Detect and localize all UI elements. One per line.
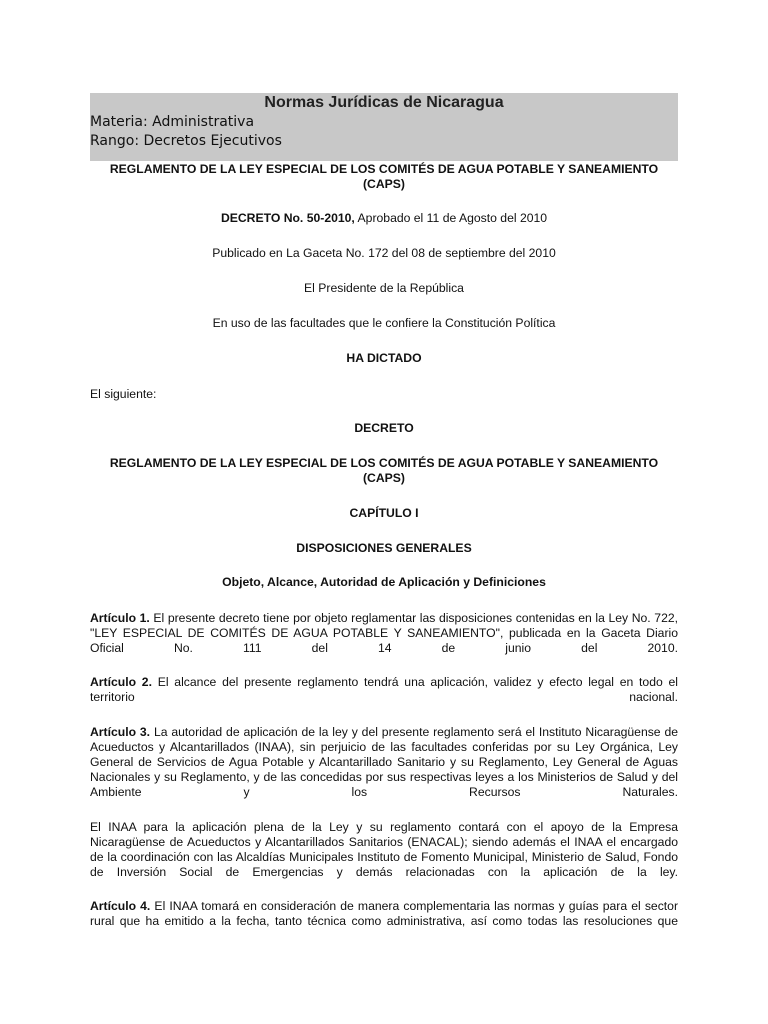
decreto-heading: DECRETO [354, 421, 414, 435]
header-title: Normas Jurídicas de Nicaragua [264, 94, 504, 111]
document-title-caps: (CAPS) [363, 177, 405, 191]
facultades-line: En uso de las facultades que le confiere la Constitución Política [212, 316, 556, 330]
articulo-3-label: Artículo 3. [90, 725, 151, 739]
articulo-4 [90, 899, 678, 929]
decreto-number: DECRETO No. 50-2010, [220, 211, 355, 225]
siguiente-line: El siguiente: [90, 387, 157, 401]
ha-dictado-heading: HA DICTADO [346, 351, 422, 365]
articulo-1-label: Artículo 1. [90, 611, 150, 625]
capitulo-heading: CAPÍTULO I [349, 506, 419, 520]
objeto-heading: Objeto, Alcance, Autoridad de Aplicación y Definiciones [222, 575, 546, 589]
articulo-2 [90, 675, 678, 705]
articulo-3-text: La autoridad de aplicación de la ley y del presente reglamento será el Instituto Nicaragüense de Acueductos y Alcantarillados (INAA), sin perjuicio de las facultades conferidas por su Ley Orgánica, Ley General de Servicios de Agua Potable y Alcantarillado Sanitario y su Reglamento, Ley General de Aguas Nacionales y su Reglamento, y de las concedidas por sus respectivas leyes a los Ministerios de Salud y del Ambiente y los Recursos Naturales. [90, 725, 679, 799]
reglamento-title: REGLAMENTO DE LA LEY ESPECIAL DE LOS COMITÉS DE AGUA POTABLE Y SANEAMIENTO [109, 456, 659, 470]
articulo-4-label: Artículo 4. [90, 899, 151, 913]
header-banner [90, 93, 678, 161]
presidente-line: El Presidente de la República [304, 281, 464, 295]
decreto-approved: Aprobado el 11 de Agosto del 2010 [354, 211, 548, 225]
document-title: REGLAMENTO DE LA LEY ESPECIAL DE LOS COMITÉS DE AGUA POTABLE Y SANEAMIENTO [109, 162, 659, 176]
articulo-1-text: El presente decreto tiene por objeto reglamentar las disposiciones contenidas en la Ley No. 722, "LEY ESPECIAL DE COMITÉS DE AGUA POTABLE Y SANEAMIENTO", publicada en la Gaceta Diario Oficial No. 111 del 14 de junio del 2010. [90, 611, 679, 655]
publicado-line: Publicado en La Gaceta No. 172 del 08 de septiembre del 2010 [212, 246, 556, 260]
articulo-2-label: Artículo 2. [90, 675, 152, 689]
header-materia: Materia: Administrativa [90, 114, 255, 130]
articulo-3 [90, 725, 678, 800]
reglamento-title-caps: (CAPS) [363, 471, 405, 485]
articulo-4-text: El INAA tomará en consideración de manera complementaria las normas y guías para el sector rural que ha emitido a la fecha, tanto técnica como administrativa, así como todas las resoluciones que [90, 899, 678, 928]
articulo-1 [90, 611, 678, 656]
articulo-2-text: El alcance del presente reglamento tendrá una aplicación, validez y efecto legal en todo el territorio nacional. [90, 675, 678, 704]
header-rango: Rango: Decretos Ejecutivos [90, 133, 282, 149]
inaa-paragraph: El INAA para la aplicación plena de la Ley y su reglamento contará con el apoyo de la Empresa Nicaragüense de Acueductos y Alcantarillados Sanitarios (ENACAL); siendo además el INAA el encargado de la coordinación con las Alcaldías Municipales Instituto de Fomento Municipal, Ministerio de Salud, Fondo de Inversión Social de Emergencias y demás relacionadas con la aplicación de la ley. [90, 820, 678, 879]
decreto-line [90, 211, 678, 226]
disposiciones-heading: DISPOSICIONES GENERALES [296, 541, 472, 555]
